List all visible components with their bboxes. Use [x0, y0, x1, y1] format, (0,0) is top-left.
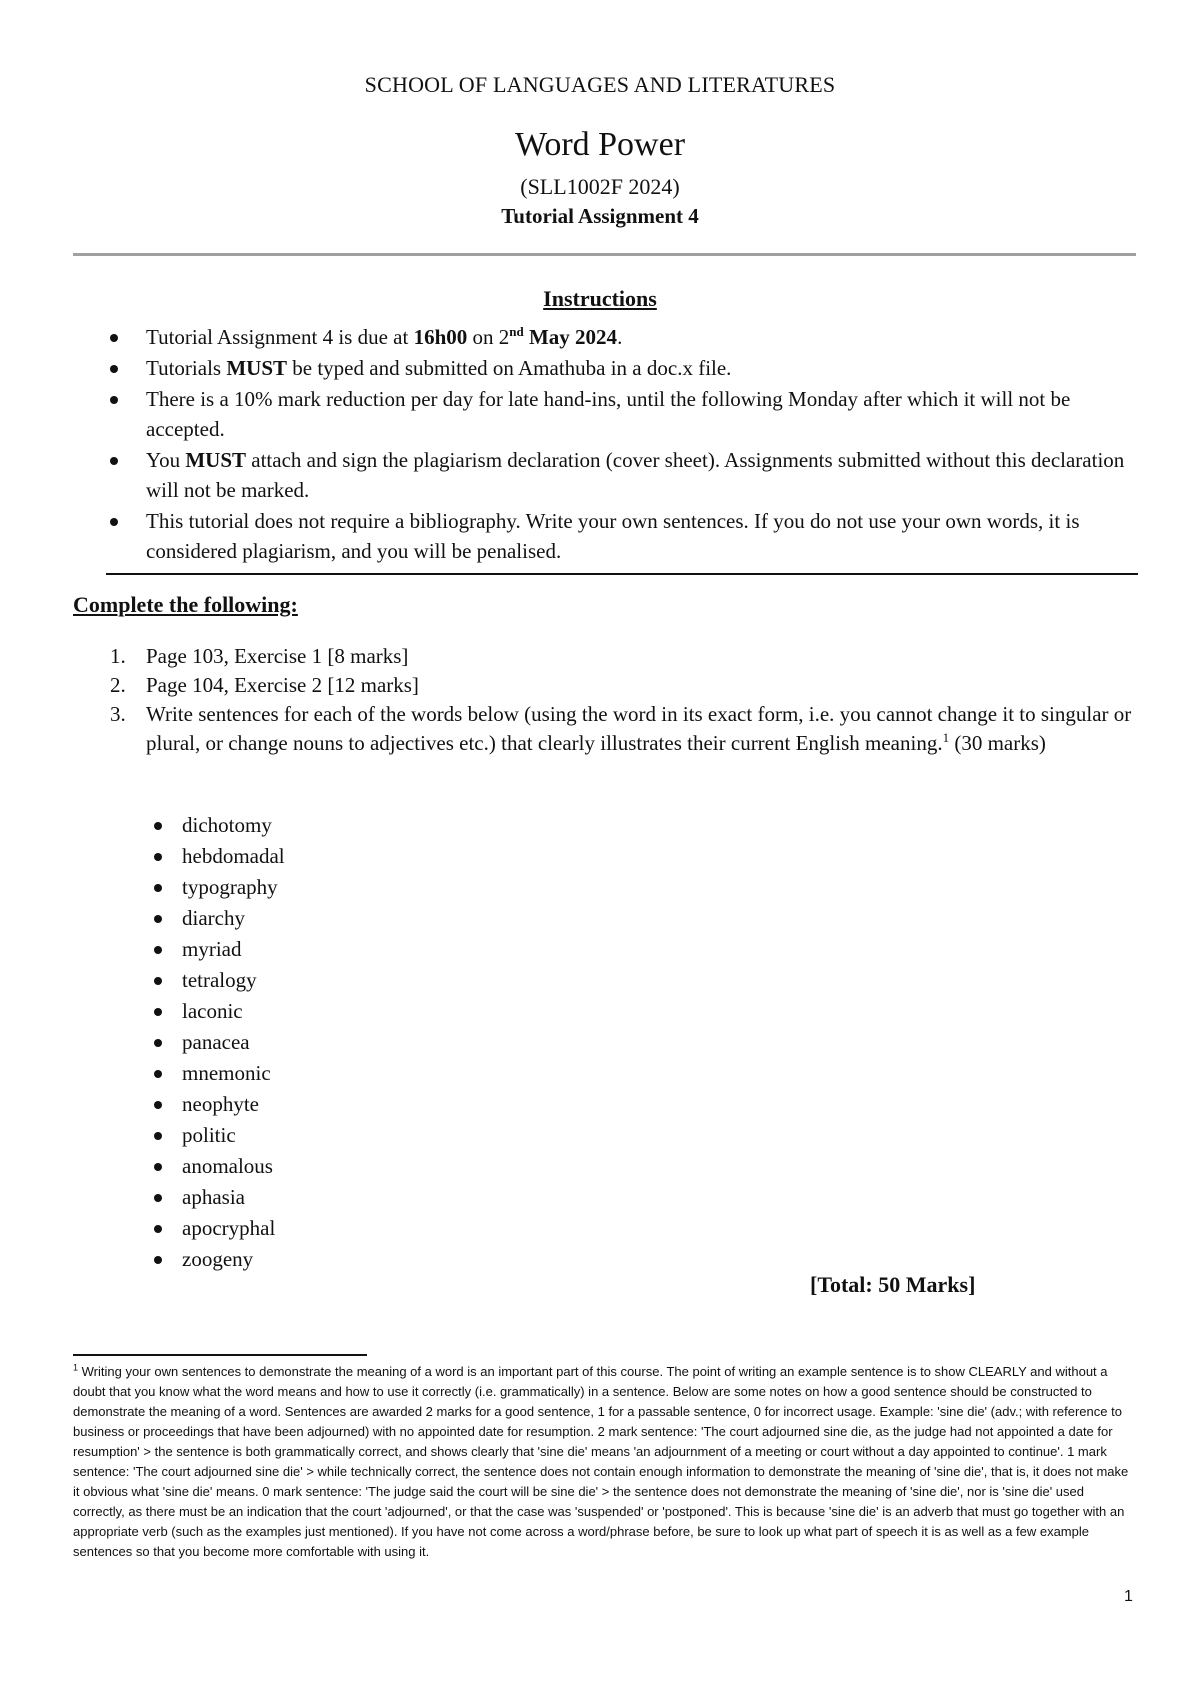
bullet-icon	[154, 1008, 162, 1016]
vocabulary-word: neophyte	[0, 1089, 285, 1120]
footnote-marker: 1	[73, 1362, 79, 1373]
bullet-icon	[154, 1225, 162, 1233]
bullet-icon	[154, 977, 162, 985]
bullet-icon	[154, 853, 162, 861]
page-number: 1	[1124, 1588, 1133, 1605]
bullet-icon	[154, 884, 162, 892]
total-marks: [Total: 50 Marks]	[810, 1272, 976, 1297]
task-item: 3. Write sentences for each of the words below (using the word in its exact form, i.e. you cannot change it to singular or plural, or change nouns to adjectives etc.) that clearly illustrates their current English meaning.$^1$ (30 marks)	[110, 702, 1132, 755]
bullet-icon	[154, 1194, 162, 1202]
vocabulary-word: myriad	[0, 934, 285, 965]
instruction-item: You MUST attach and sign the plagiarism declaration (cover sheet). Assignments submitted without this declaration will not be marked.	[0, 445, 1136, 505]
bullet-icon	[154, 822, 162, 830]
vocabulary-word: diarchy	[0, 903, 285, 934]
instruction-item: Tutorial Assignment 4 is due at 16h00 on 2nd May 2024.	[0, 322, 1136, 352]
bullet-icon	[110, 518, 118, 526]
instructions-divider	[106, 573, 1138, 575]
vocabulary-word: hebdomadal	[0, 841, 285, 872]
vocabulary-word: aphasia	[0, 1182, 285, 1213]
vocabulary-word: mnemonic	[0, 1058, 285, 1089]
tasks-list	[0, 642, 1200, 758]
school-name: SCHOOL OF LANGUAGES AND LITERATURES	[364, 72, 836, 97]
bullet-icon	[110, 396, 118, 404]
instruction-item: Tutorials MUST be typed and submitted on Amathuba in a doc.x file.	[0, 353, 1136, 383]
bullet-icon	[154, 946, 162, 954]
instruction-item: This tutorial does not require a bibliography. Write your own sentences. If you do not use your own words, it is considered plagiarism, and you will be penalised.	[0, 506, 1136, 566]
footnote: $^1$ Writing your own sentences to demonstrate the meaning of a word is an important part of this course. The point of writing an example sentence is to show CLEARLY and without a doubt that you know what the word means and how to use it correctly (i.e. grammatically) in a sentence. Below are some notes on how a good sentence should be constructed to demonstrate the meaning of a word. Sentences are awarded 2 marks for a good sentence, 1 for a passable sentence, 0 for incorrect usage. Example: 'sine die' (adv.; with reference to business or proceedings that have been adjourned) with no appointed date for resumption. 2 mark sentence: 'The court adjourned sine die, as the judge had not appointed a date for resumption' > the sentence is both grammatically correct, and shows clearly that 'sine die' means 'an adjournment of a meeting or court without a day appointed to continue'. 1 mark sentence: 'The court adjourned sine die' > while technically correct, the sentence does not contain enough information to demonstrate the meaning of 'sine die', that is, it does not make it obvious what 'sine die' means. 0 mark sentence: 'The judge said the court will be sine die' > the sentence does not demonstrate the meaning of 'sine die', nor is 'sine die' used correctly, as there must be an indication that the court 'adjourned', or that the case was 'suspended' or 'postponed'. This is because 'sine die' is an adverb that must go together with an appropriate verb (such as the examples just mentioned). If you have not come across a word/phrase before, be sure to look up what part of speech it is as well as a few example sentences so that you become more comfortable with using it.	[73, 1362, 1129, 1559]
bullet-icon	[154, 1070, 162, 1078]
tasks-heading: Complete the following:	[73, 592, 298, 617]
document-title: Word Power	[514, 126, 686, 163]
bullet-icon	[110, 334, 118, 342]
task-item: 2. Page 104, Exercise 2 [12 marks]	[110, 673, 419, 697]
header-divider	[73, 253, 1136, 256]
vocabulary-word: anomalous	[0, 1151, 285, 1182]
vocabulary-word: dichotomy	[0, 810, 285, 841]
instruction-item: There is a 10% mark reduction per day for late hand-ins, until the following Monday after which it will not be accepted.	[0, 384, 1136, 444]
bullet-icon	[154, 1132, 162, 1140]
bullet-icon	[110, 365, 118, 373]
vocabulary-word: panacea	[0, 1027, 285, 1058]
bullet-icon	[110, 457, 118, 465]
bullet-icon	[154, 1256, 162, 1264]
instructions-list	[0, 322, 1200, 567]
bullet-icon	[154, 1163, 162, 1171]
bullet-icon	[154, 1039, 162, 1047]
footnote-separator	[73, 1354, 367, 1356]
vocabulary-word: politic	[0, 1120, 285, 1151]
vocabulary-word: typography	[0, 872, 285, 903]
document-subtitle: Tutorial Assignment 4	[501, 204, 699, 228]
bullet-icon	[154, 1101, 162, 1109]
vocabulary-list	[0, 810, 285, 1275]
footnote-ref[interactable]: 1	[942, 730, 950, 745]
vocabulary-word: zoogeny	[0, 1244, 285, 1275]
vocabulary-word: laconic	[0, 996, 285, 1027]
vocabulary-word: apocryphal	[0, 1213, 285, 1244]
vocabulary-word: tetralogy	[0, 965, 285, 996]
instructions-heading: Instructions	[543, 286, 657, 311]
course-code: (SLL1002F 2024)	[520, 174, 680, 199]
bullet-icon	[154, 915, 162, 923]
task-item: 1. Page 103, Exercise 1 [8 marks]	[110, 644, 409, 668]
